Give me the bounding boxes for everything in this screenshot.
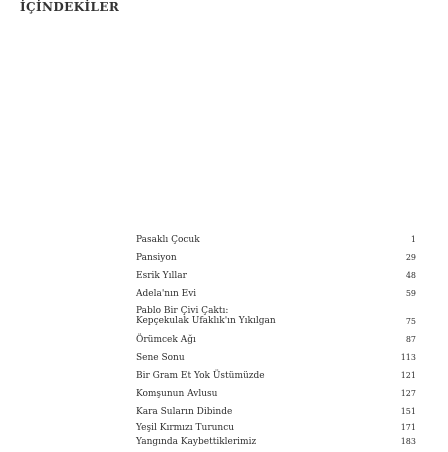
toc-entry [0, 234, 448, 250]
toc-entry-title: Pansiyon [136, 253, 177, 263]
toc-entry [0, 352, 448, 368]
toc-entry-title: Esrik Yıllar [136, 271, 187, 281]
toc-entry-title: Örümcek Ağı [136, 335, 196, 345]
toc-entry-page: 75 [405, 317, 416, 326]
toc-entry-page: 113 [400, 353, 416, 362]
toc-entry-title: Pasaklı Çocuk [136, 235, 200, 245]
toc-entry-title: Komşunun Avlusu [136, 389, 218, 399]
toc-entry [0, 406, 448, 422]
toc-entry-page: 48 [405, 271, 416, 280]
toc-entry-page: 127 [400, 389, 416, 398]
toc-entry-title: Bir Gram Et Yok Üstümüzde [136, 371, 265, 381]
toc-entry [0, 436, 448, 452]
toc-entry-page: 59 [405, 289, 416, 298]
toc-entry-title: Yeşil Kırmızı Turuncu [136, 423, 235, 433]
toc-entry-title: Kara Suların Dibinde [136, 407, 233, 417]
toc-entry-page: 29 [405, 253, 416, 262]
toc-entry [0, 388, 448, 404]
toc-entry-page: 121 [400, 371, 416, 380]
toc-entry-page: 87 [405, 335, 416, 344]
toc-entry [0, 270, 448, 286]
toc-entry-title: Pablo Bir Çivi Çaktı: [136, 306, 229, 316]
toc-entry [0, 334, 448, 350]
toc-entry-page: 1 [410, 235, 416, 244]
toc-entry-page: 171 [400, 423, 416, 432]
toc-entry-title: Sene Sonu [136, 353, 185, 363]
toc-entry [0, 316, 448, 332]
toc-entry-page: 151 [400, 407, 416, 416]
toc-heading: İÇİNDEKİLER [20, 0, 120, 14]
toc-entry-title: Adela'nın Evi [136, 289, 197, 299]
toc-entry [0, 288, 448, 304]
toc-entry-page: 183 [400, 437, 416, 446]
toc-entry-title: Yangında Kaybettiklerimiz [136, 437, 257, 447]
toc-entry [0, 252, 448, 268]
toc-entry [0, 370, 448, 386]
toc-entry-title: Kepçekulak Ufaklık'ın Yıkılgan [136, 316, 276, 326]
